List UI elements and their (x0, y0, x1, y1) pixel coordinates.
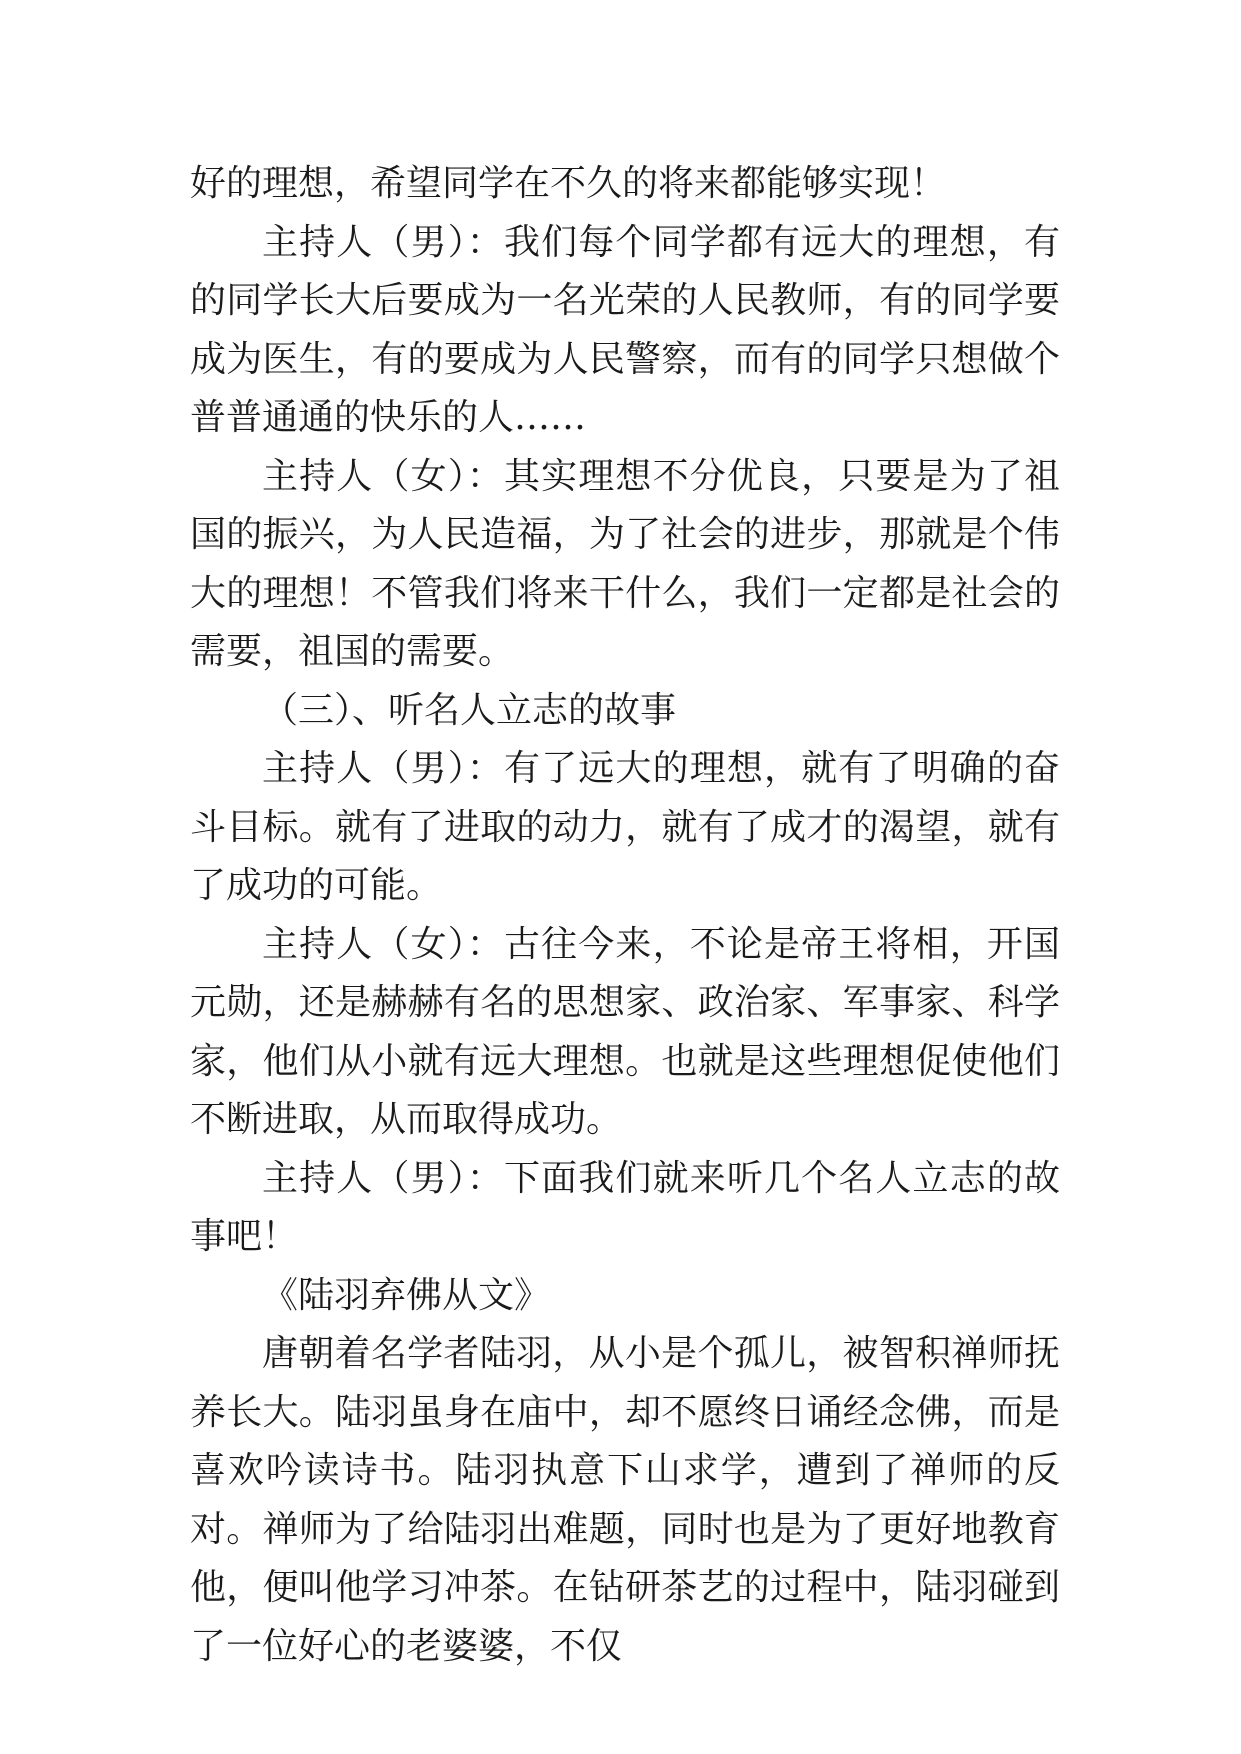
paragraph-host-male-3: 主持人（男）：下面我们就来听几个名人立志的故事吧！ (190, 1157, 1060, 1257)
paragraph-continuation: 好的理想，希望同学在不久的将来都能够实现！ (190, 163, 947, 204)
paragraph-host-female-2: 主持人（女）：古往今来，不论是帝王将相，开国元勋，还是赫赫有名的思想家、政治家、军事家、科学家，他们从小就有远大理想。也就是这些理想促使他们不断进取，从而取得成功。 (190, 923, 1060, 1140)
paragraph-story-body: 唐朝着名学者陆羽，从小是个孤儿，被智积禅师抚养长大。陆羽虽身在庙中，却不愿终日诵经念佛，而是喜欢吟读诗书。陆羽执意下山求学，遭到了禅师的反对。禅师为了给陆羽出难题，同时也是为了更好地教育他，便叫他学习冲茶。在钻研茶艺的过程中，陆羽碰到了一位好心的老婆婆，不仅 (190, 1333, 1060, 1667)
story-title: 《陆羽弃佛从文》 (262, 1274, 551, 1316)
section-heading: （三）、听名人立志的故事 (262, 689, 677, 731)
paragraph-host-male-2: 主持人（男）：有了远大的理想，就有了明确的奋斗目标。就有了进取的动力，就有了成才的渴望，就有了成功的可能。 (190, 748, 1060, 906)
paragraph-host-female-1: 主持人（女）：其实理想不分优良，只要是为了祖国的振兴，为人民造福，为了社会的进步，那就是个伟大的理想！不管我们将来干什么，我们一定都是社会的需要，祖国的需要。 (190, 455, 1060, 672)
document-body (190, 155, 1060, 1676)
paragraph-host-male-1: 主持人（男）：我们每个同学都有远大的理想，有的同学长大后要成为一名光荣的人民教师，有的同学要成为医生，有的要成为人民警察，而有的同学只想做个普普通通的快乐的人…… (190, 221, 1060, 438)
